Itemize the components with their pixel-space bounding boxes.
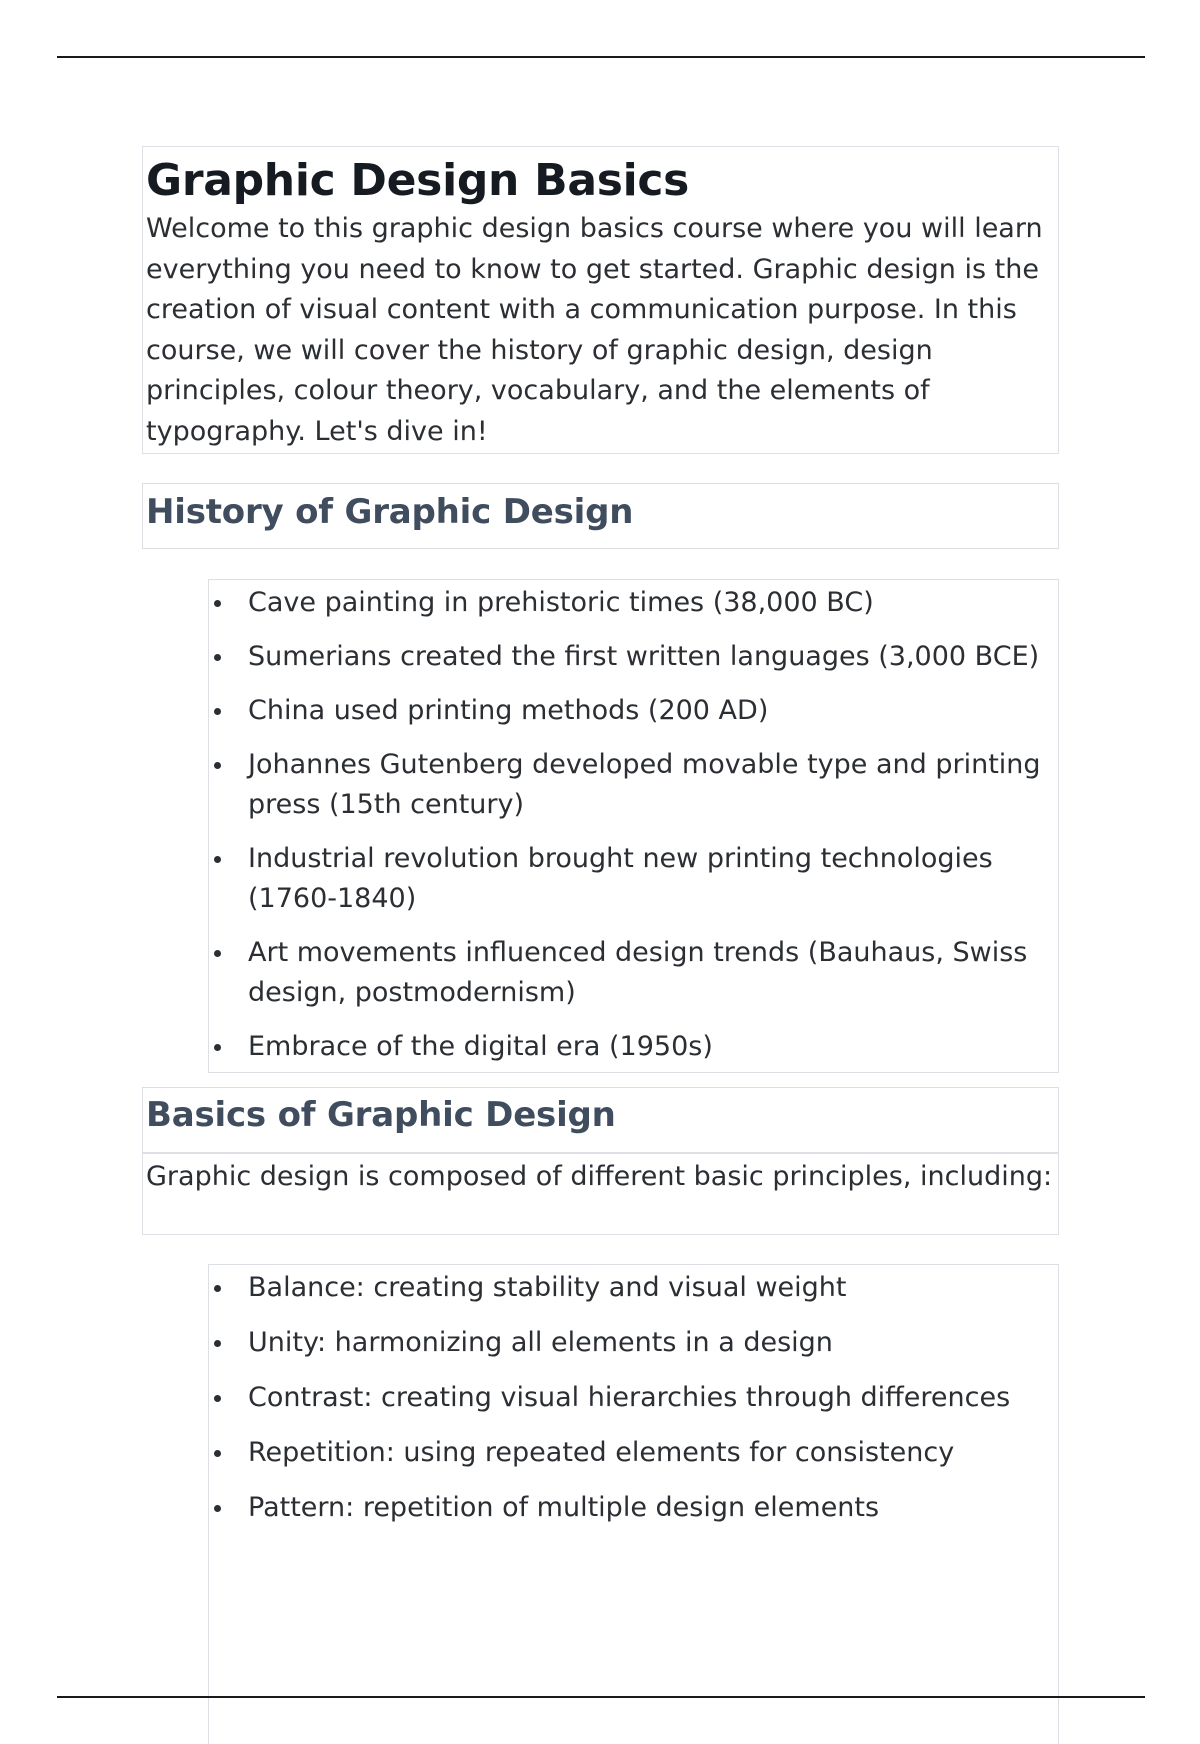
history-heading: History of Graphic Design (146, 492, 634, 532)
history-list (208, 579, 1059, 1073)
bullet-icon (214, 1044, 221, 1051)
page-title: Graphic Design Basics (146, 155, 690, 206)
list-item: China used printing methods (200 AD) (209, 691, 1058, 731)
bullet-icon (214, 762, 221, 769)
basics-lead-box (142, 1153, 1059, 1235)
list-item: Sumerians created the first written languages (3,000 BCE) (209, 637, 1058, 677)
bullet-icon (214, 1395, 221, 1402)
bullet-icon (214, 1285, 221, 1292)
bullet-icon (214, 950, 221, 957)
bullet-icon (214, 708, 221, 715)
list-item: Johannes Gutenberg developed movable type and printing press (15th century) (209, 745, 1058, 825)
basics-heading: Basics of Graphic Design (146, 1095, 616, 1135)
basics-list (208, 1264, 1059, 1744)
bottom-rule (57, 1696, 1145, 1698)
list-item: Contrast: creating visual hierarchies through differences (209, 1378, 1058, 1418)
bullet-icon (214, 856, 221, 863)
basics-heading-box (142, 1087, 1059, 1153)
list-item: Balance: creating stability and visual weight (209, 1268, 1058, 1308)
list-item: Industrial revolution brought new printing technologies (1760-1840) (209, 839, 1058, 919)
list-item: Unity: harmonizing all elements in a design (209, 1323, 1058, 1363)
bullet-icon (214, 1450, 221, 1457)
bullet-icon (214, 1340, 221, 1347)
list-item: Cave painting in prehistoric times (38,000 BC) (209, 583, 1058, 623)
bullet-icon (214, 1505, 221, 1512)
intro-section (142, 146, 1059, 454)
top-rule (57, 56, 1145, 58)
basics-lead: Graphic design is composed of different basic principles, including: (146, 1161, 1053, 1192)
bullet-icon (214, 600, 221, 607)
history-heading-box (142, 483, 1059, 549)
bullet-icon (214, 654, 221, 661)
list-item: Repetition: using repeated elements for consistency (209, 1433, 1058, 1473)
list-item: Pattern: repetition of multiple design elements (209, 1488, 1058, 1528)
list-item: Embrace of the digital era (1950s) (209, 1027, 1058, 1067)
intro-paragraph: Welcome to this graphic design basics course where you will learn everything you need to know to get started. Graphic design is the creation of visual content with a communication purpose. In this course, we will cover the history of graphic design, design principles, colour theory, vocabulary, and the elements of typography. Let's dive in! (146, 213, 1043, 447)
list-item: Art movements influenced design trends (Bauhaus, Swiss design, postmodernism) (209, 933, 1058, 1013)
